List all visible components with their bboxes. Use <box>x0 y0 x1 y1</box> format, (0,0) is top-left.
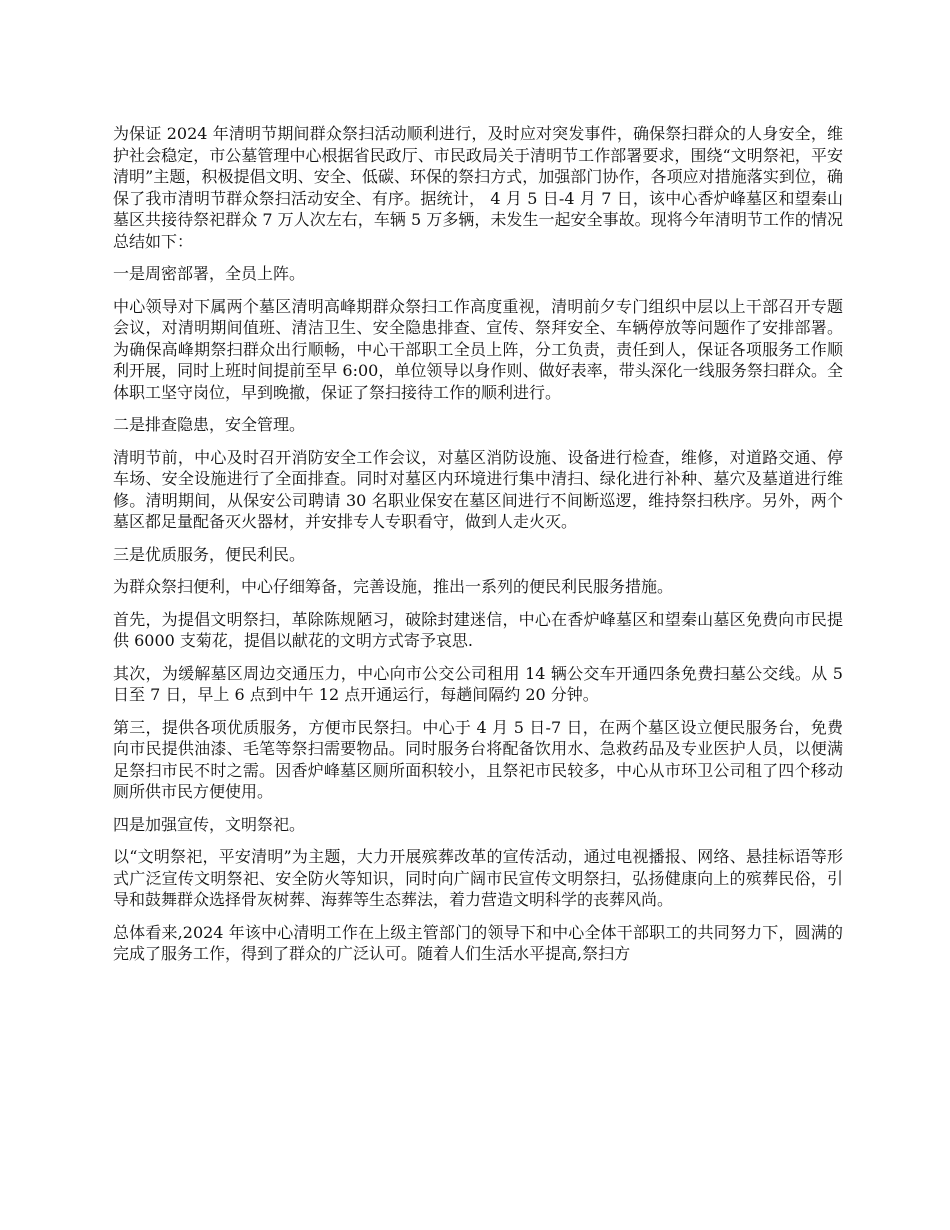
section-1-paragraph: 中心领导对下属两个墓区清明高峰期群众祭扫工作高度重视，清明前夕专门组织中层以上干部召开专题会议，对清明期间值班、清洁卫生、安全隐患排查、宣传、祭拜安全、车辆停放等问题作了安排部署。为确保高峰期祭扫群众出行顺畅，中心干部职工全员上阵，分工负责，责任到人，保证各项服务工作顺利开展，同时上班时间提前至早 6:00，单位领导以身作则、做好表率，带头深化一线服务祭扫群众。全体职工坚守岗位，早到晚撤，保证了祭扫接待工作的顺利进行。 <box>113 296 843 402</box>
section-heading-4: 四是加强宣传，文明祭祀。 <box>113 814 306 834</box>
section-3-intro-paragraph: 为群众祭扫便利，中心仔细筹备，完善设施，推出一系列的便民利民服务措施。 <box>113 577 674 596</box>
section-3-third-paragraph: 第三，提供各项优质服务，方便市民祭扫。中心于 4 月 5 日-7 日，在两个墓区设立便民服务台，免费向市民提供油漆、毛笔等祭扫需要物品。同时服务台将配备饮用水、急救药品及专业医护人员，以便满足祭扫市民不时之需。因香炉峰墓区厕所面积较小，且祭祀市民较多，中心从市环卫公司租了四个移动厕所供市民方便使用。 <box>113 717 843 801</box>
document-body <box>113 123 843 976</box>
section-2-paragraph: 清明节前，中心及时召开消防安全工作会议，对墓区消防设施、设备进行检查，维修，对道路交通、停车场、安全设施进行了全面排查。同时对墓区内环境进行集中清扫、绿化进行补种、墓穴及墓道进行维修。清明期间，从保安公司聘请 30 名职业保安在墓区间进行不间断巡逻，维持祭扫秩序。另外，两个墓区都足量配备灭火器材，并安排专人专职看守，做到人走火灭。 <box>113 447 843 531</box>
intro-paragraph: 为保证 2024 年清明节期间群众祭扫活动顺利进行，及时应对突发事件，确保祭扫群众的人身安全，维护社会稳定，市公墓管理中心根据省民政厅、市民政局关于清明节工作部署要求，围绕“文明祭祀，平安清明”主题，积极提倡文明、安全、低碳、环保的祭扫方式，加强部门协作，各项应对措施落实到位，确保了我市清明节群众祭扫活动安全、有序。据统计， 4 月 5 日-4 月 7 日，该中心香炉峰墓区和望秦山墓区共接待祭祀群众 7 万人次左右，车辆 5 万多辆，未发生一起安全事故。现将今年清明节工作的情况总结如下： <box>113 124 843 251</box>
summary-paragraph: 总体看来,2024 年该中心清明工作在上级主管部门的领导下和中心全体干部职工的共同努力下，圆满的完成了服务工作，得到了群众的广泛认可。随着人们生活水平提高,祭扫方 <box>113 922 843 963</box>
section-heading-3: 三是优质服务，便民利民。 <box>113 544 306 564</box>
section-heading-2: 二是排查隐患，安全管理。 <box>113 415 306 434</box>
section-3-first-paragraph: 首先，为提倡文明祭扫，革除陈规陋习，破除封建迷信，中心在香炉峰墓区和望秦山墓区免费向市民提供 6000 支菊花，提倡以献花的文明方式寄予哀思. <box>113 609 843 650</box>
section-3-second-paragraph: 其次，为缓解墓区周边交通压力，中心向市公交公司租用 14 辆公交车开通四条免费扫墓公交线。从 5 日至 7 日，早上 6 点到中午 12 点开通运行，每趟间隔约 20 分钟。 <box>113 663 843 704</box>
section-heading-1: 一是周密部署，全员上阵。 <box>113 264 306 283</box>
section-4-paragraph: 以“文明祭祀，平安清明”为主题，大力开展殡葬改革的宣传活动，通过电视播报、网络、悬挂标语等形式广泛宣传文明祭祀、安全防火等知识，同时向广阔市民宣传文明祭扫，弘扬健康向上的殡葬民俗，引导和鼓舞群众选择骨灰树葬、海葬等生态葬法，着力营造文明科学的丧葬风尚。 <box>113 847 843 909</box>
